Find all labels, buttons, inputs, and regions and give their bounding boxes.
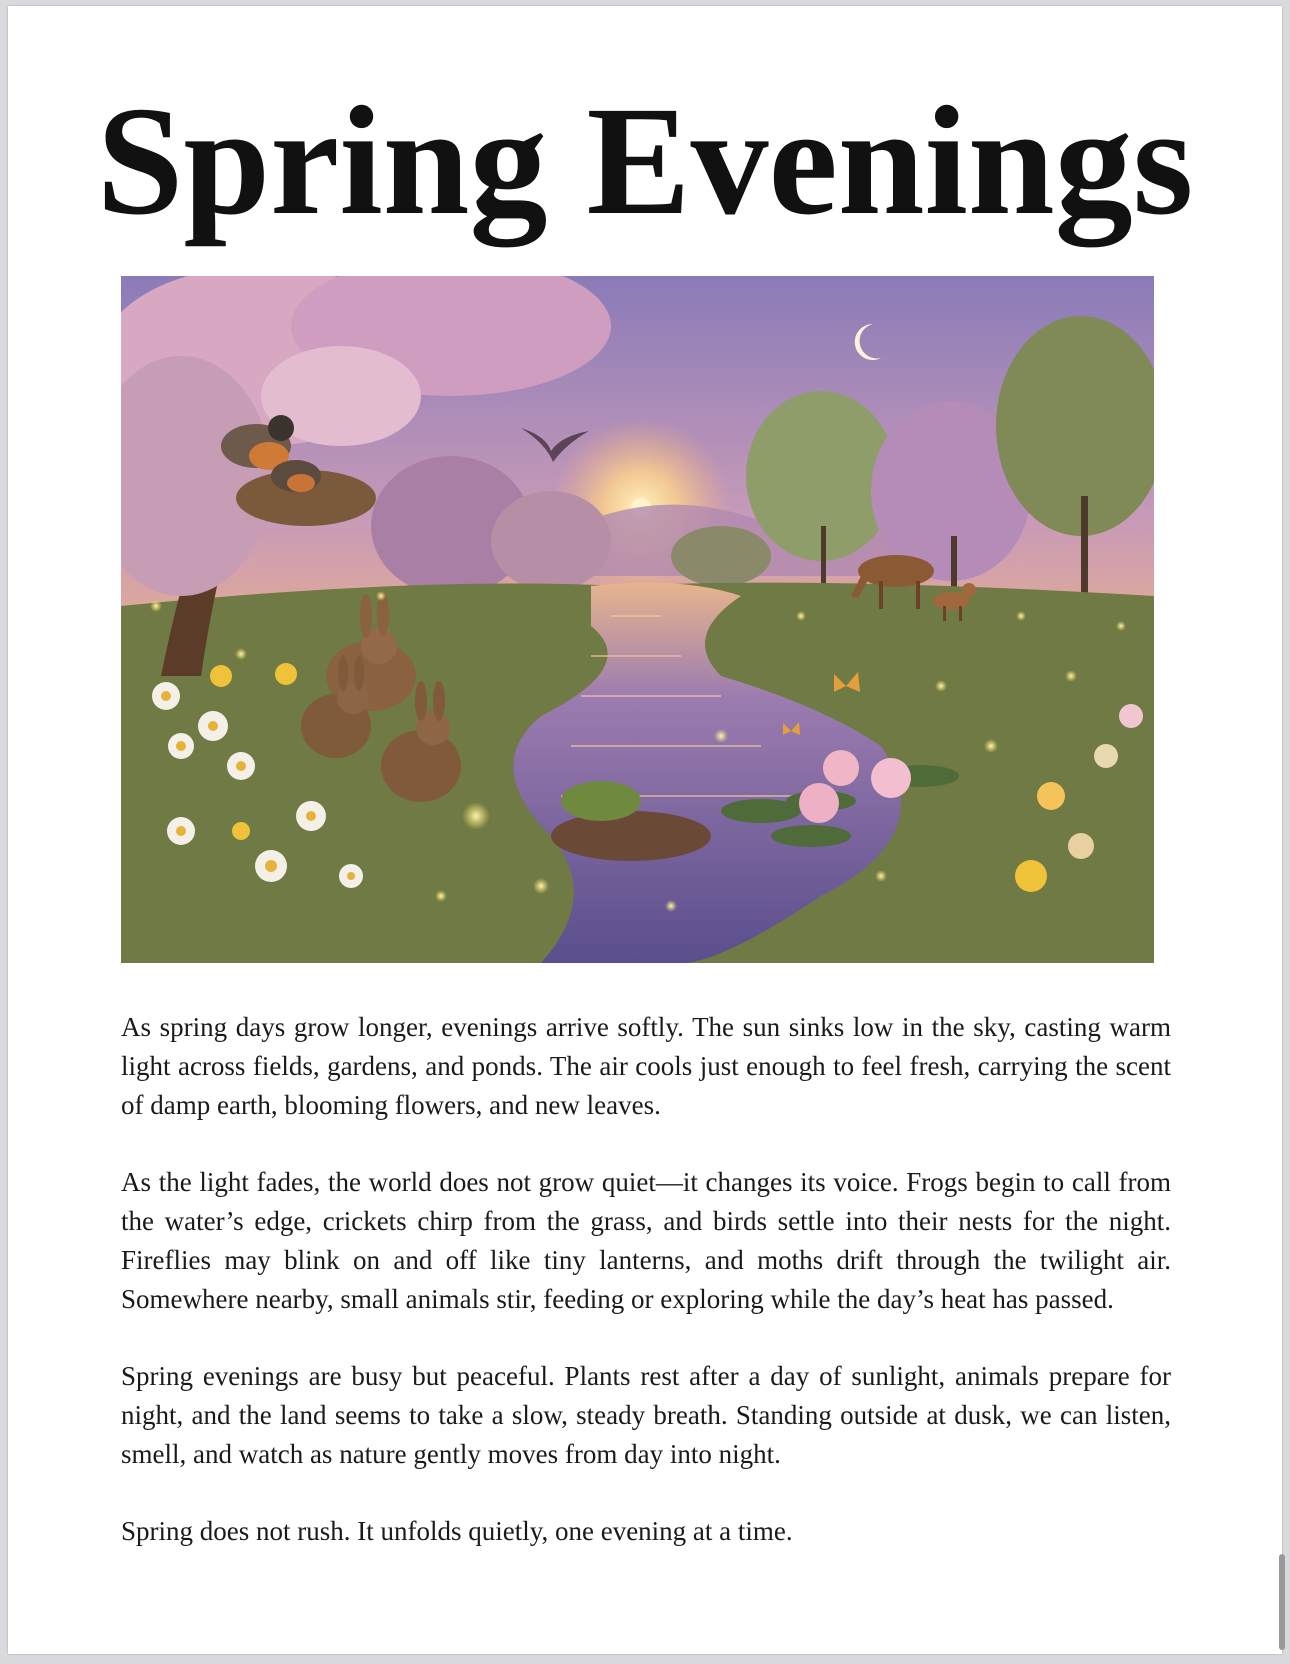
illustration-svg xyxy=(121,276,1154,963)
paragraph-1: As spring days grow longer, evenings arrive softly. The sun sinks low in the sky, casting warm light across fields, gardens, and ponds. The air cools just enough to feel fresh, carrying the scent of damp earth, blooming flowers, and new leaves. xyxy=(121,1012,1171,1120)
spring-evening-illustration xyxy=(121,276,1154,963)
log xyxy=(551,811,711,861)
paragraph-4: Spring does not rush. It unfolds quietly, one evening at a time. xyxy=(121,1516,793,1546)
scrollbar-thumb[interactable] xyxy=(1279,1554,1285,1650)
paragraph-3: Spring evenings are busy but peaceful. Plants rest after a day of sunlight, animals prepare for night, and the land seems to take a slow, steady breath. Standing outside at dusk, we can listen, smell, and watch as nature gently moves from day into night. xyxy=(121,1361,1171,1469)
vertical-scrollbar[interactable] xyxy=(1276,6,1290,1654)
article-body xyxy=(121,1008,1171,1589)
document-page xyxy=(8,6,1282,1654)
paragraph-2: As the light fades, the world does not grow quiet—it changes its voice. Frogs begin to call from the water’s edge, crickets chirp from the grass, and birds settle into their nests for the night. Fireflies may blink on and off like tiny lanterns, and moths drift through the twilight air. Somewhere nearby, small animals stir, feeding or exploring while the day’s heat has passed. xyxy=(121,1167,1171,1314)
page-title: Spring Evenings xyxy=(96,74,1194,247)
frog-icon xyxy=(561,781,641,821)
